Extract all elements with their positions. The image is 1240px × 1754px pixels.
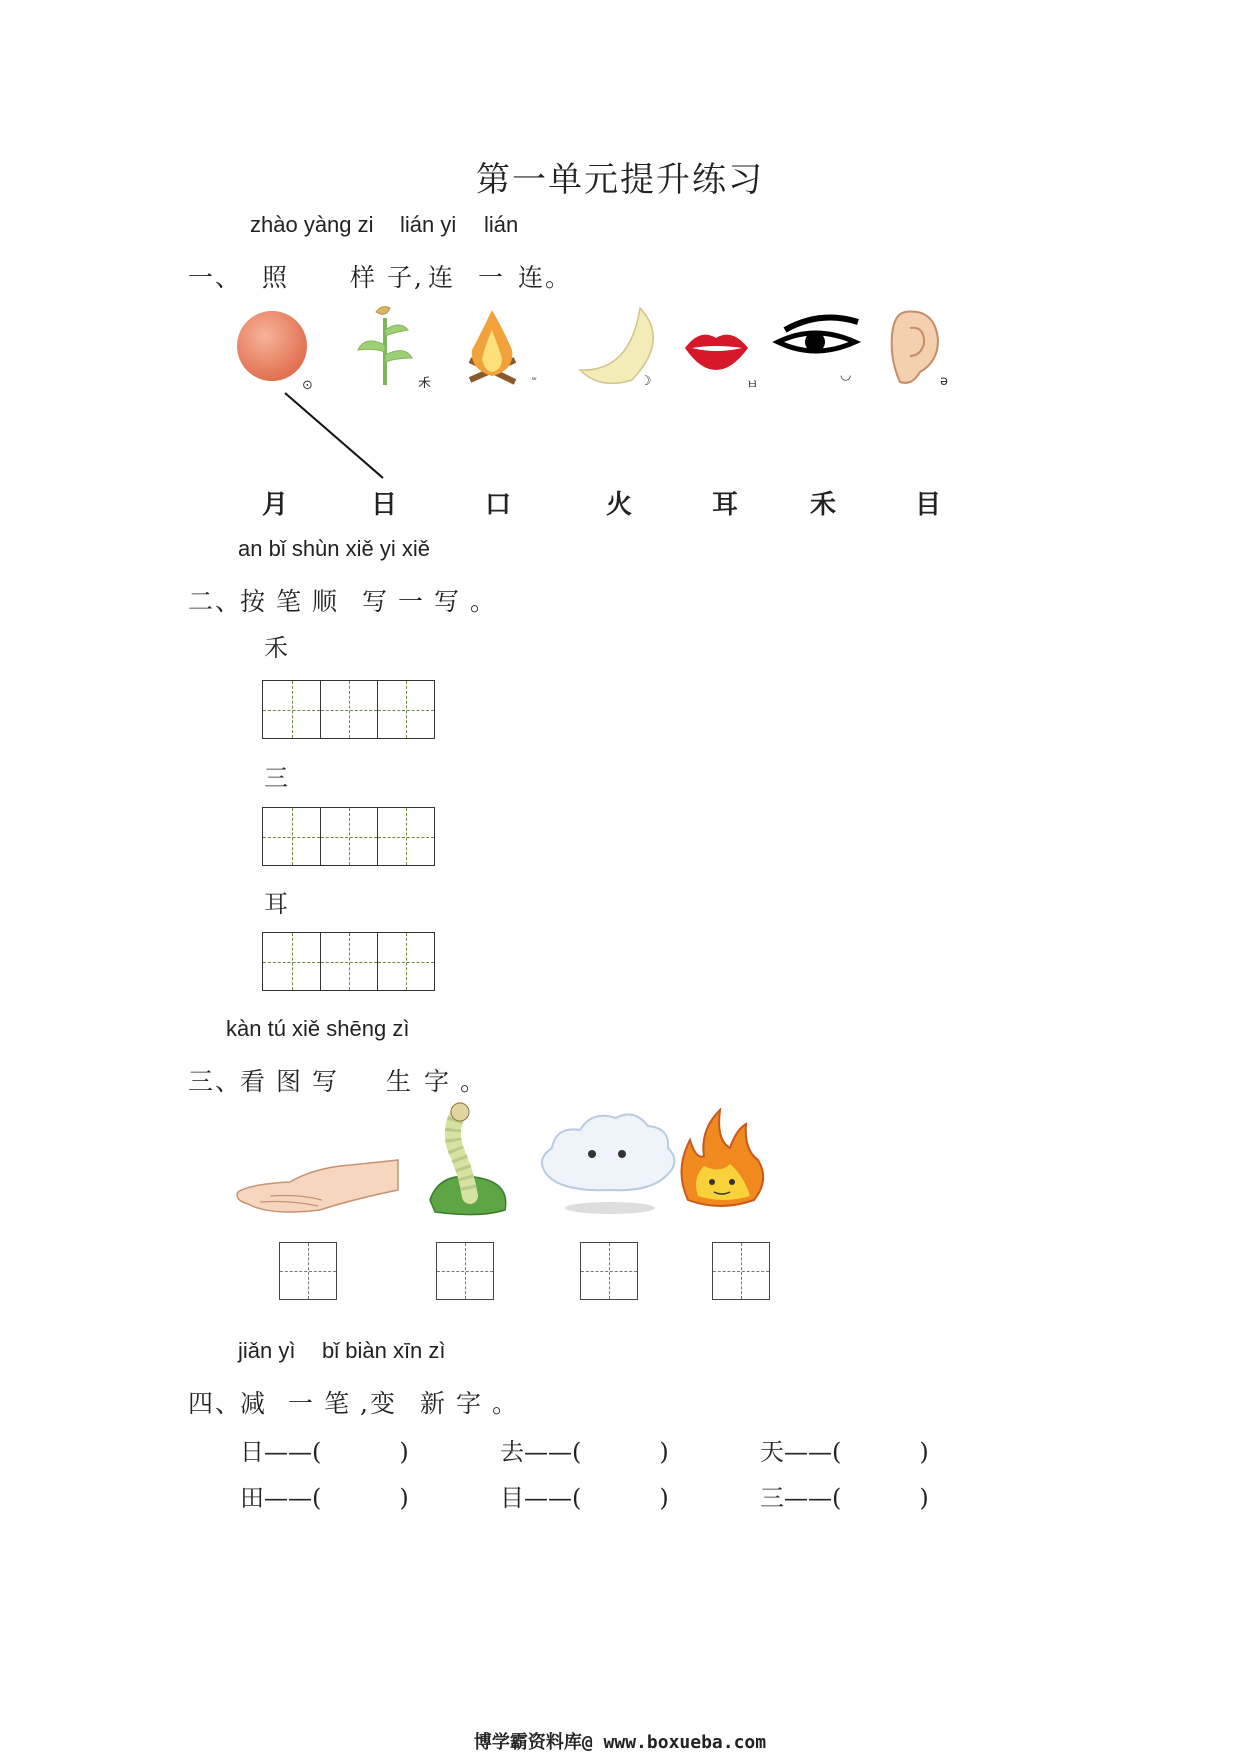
q1-char-row bbox=[0, 484, 1240, 524]
glyph-grain: 𥝌 bbox=[418, 376, 432, 391]
q1-char-7[interactable]: 目 bbox=[915, 490, 942, 520]
glyph-sun: ⊙ bbox=[302, 378, 313, 393]
glyph-mouth: ㅂ bbox=[746, 378, 759, 393]
q3-word-1: 看 bbox=[240, 1067, 268, 1096]
q3-word-4: 生 bbox=[386, 1067, 414, 1096]
q4-word-4: ,变 bbox=[360, 1389, 397, 1418]
q3-word-2: 图 bbox=[276, 1067, 304, 1096]
q4-word-2: 一 bbox=[288, 1389, 316, 1418]
q3-word-3: 写 bbox=[312, 1067, 340, 1096]
glyph-eye: ◡ bbox=[840, 368, 852, 383]
q2-word-2: 笔 bbox=[276, 587, 304, 616]
writing-cell[interactable] bbox=[263, 681, 320, 738]
q2-char-3: 耳 bbox=[264, 890, 288, 918]
writing-cell[interactable] bbox=[320, 933, 377, 990]
writing-cell[interactable] bbox=[320, 681, 377, 738]
q2-word-4: 写 bbox=[362, 587, 390, 616]
q3-writing-box-3[interactable] bbox=[580, 1242, 638, 1300]
footer-watermark: 博学霸资料库@ www.boxueba.com bbox=[473, 1732, 767, 1753]
q1-char-1[interactable]: 月 bbox=[262, 490, 289, 520]
glyph-moon: ☽ bbox=[640, 374, 652, 389]
q4-word-1: 减 bbox=[240, 1389, 268, 1418]
q1-word-4: 一 bbox=[478, 263, 506, 292]
q3-writing-box-2[interactable] bbox=[436, 1242, 494, 1300]
q2-char-1: 禾 bbox=[264, 634, 288, 662]
q3-pinyin: kàn tú xiě shēng zì bbox=[226, 1016, 410, 1041]
q4-pinyin-1: jiǎn yì bbox=[238, 1338, 296, 1363]
q4-item-3: 天——( ) bbox=[760, 1438, 929, 1466]
q2-writing-grid-1[interactable] bbox=[262, 680, 435, 739]
writing-cell[interactable] bbox=[320, 808, 377, 865]
writing-cell[interactable] bbox=[377, 681, 434, 738]
q3-word-5: 字 bbox=[424, 1067, 452, 1096]
q1-pinyin-2: lián yi bbox=[400, 212, 457, 237]
q3-word-6: 。 bbox=[460, 1067, 488, 1096]
q1-word-3: 连 bbox=[428, 263, 456, 292]
q3-writing-box-4[interactable] bbox=[712, 1242, 770, 1300]
q2-heading bbox=[188, 582, 498, 618]
q1-pinyin-3: lián bbox=[484, 212, 519, 237]
q4-label: 四、 bbox=[188, 1389, 243, 1418]
writing-cell[interactable] bbox=[263, 808, 320, 865]
q1-pinyin-1: zhào yàng zi bbox=[250, 212, 374, 237]
q4-item-4: 田——( ) bbox=[240, 1484, 409, 1512]
q4-item-6: 三——( ) bbox=[760, 1484, 929, 1512]
q1-char-2[interactable]: 日 bbox=[371, 490, 398, 520]
hand-icon bbox=[237, 1160, 398, 1212]
q1-char-6[interactable]: 禾 bbox=[810, 490, 837, 520]
q1-word-2: 样 子, bbox=[350, 263, 424, 292]
q4-heading bbox=[188, 1384, 520, 1420]
q4-word-7: 。 bbox=[492, 1389, 520, 1418]
q2-writing-grid-2[interactable] bbox=[262, 807, 435, 866]
writing-cell[interactable] bbox=[377, 808, 434, 865]
q1-word-1: 照 bbox=[262, 263, 290, 292]
cloud-icon bbox=[542, 1114, 675, 1214]
glyph-ear: ə bbox=[940, 374, 948, 389]
q4-word-3: 笔 bbox=[324, 1389, 352, 1418]
silkworm-icon bbox=[430, 1103, 506, 1215]
q2-char-2: 三 bbox=[264, 764, 288, 792]
q3-images bbox=[230, 1100, 790, 1225]
q2-word-7: 。 bbox=[470, 587, 498, 616]
q2-label: 二、 bbox=[188, 587, 243, 616]
q1-char-5[interactable]: 耳 bbox=[712, 490, 739, 520]
q3-label: 三、 bbox=[188, 1067, 243, 1096]
writing-cell[interactable] bbox=[377, 933, 434, 990]
q4-pinyin-2: bǐ biàn xīn zì bbox=[322, 1338, 446, 1363]
page-title: 第一单元提升练习 bbox=[476, 160, 764, 200]
q2-word-1: 按 bbox=[240, 587, 268, 616]
q1-char-4[interactable]: 火 bbox=[606, 490, 633, 520]
q4-item-2: 去——( ) bbox=[500, 1438, 669, 1466]
q3-heading bbox=[188, 1062, 488, 1098]
q2-word-5: 一 bbox=[398, 587, 426, 616]
q3-writing-box-1[interactable] bbox=[279, 1242, 337, 1300]
writing-cell[interactable] bbox=[263, 933, 320, 990]
q2-word-6: 写 bbox=[434, 587, 462, 616]
q2-word-3: 顺 bbox=[312, 587, 340, 616]
q1-word-5: 连。 bbox=[518, 263, 573, 292]
q1-char-3[interactable]: 口 bbox=[485, 490, 512, 520]
q1-label: 一、 bbox=[188, 263, 243, 292]
flame-icon bbox=[681, 1110, 763, 1206]
q4-item-1: 日——( ) bbox=[240, 1438, 409, 1466]
q4-item-5: 目——( ) bbox=[500, 1484, 669, 1512]
example-connect-line bbox=[0, 0, 1240, 500]
q4-word-5: 新 bbox=[420, 1389, 448, 1418]
q2-pinyin: an bǐ shùn xiě yi xiě bbox=[238, 536, 430, 561]
q2-writing-grid-3[interactable] bbox=[262, 932, 435, 991]
q4-word-6: 字 bbox=[456, 1389, 484, 1418]
